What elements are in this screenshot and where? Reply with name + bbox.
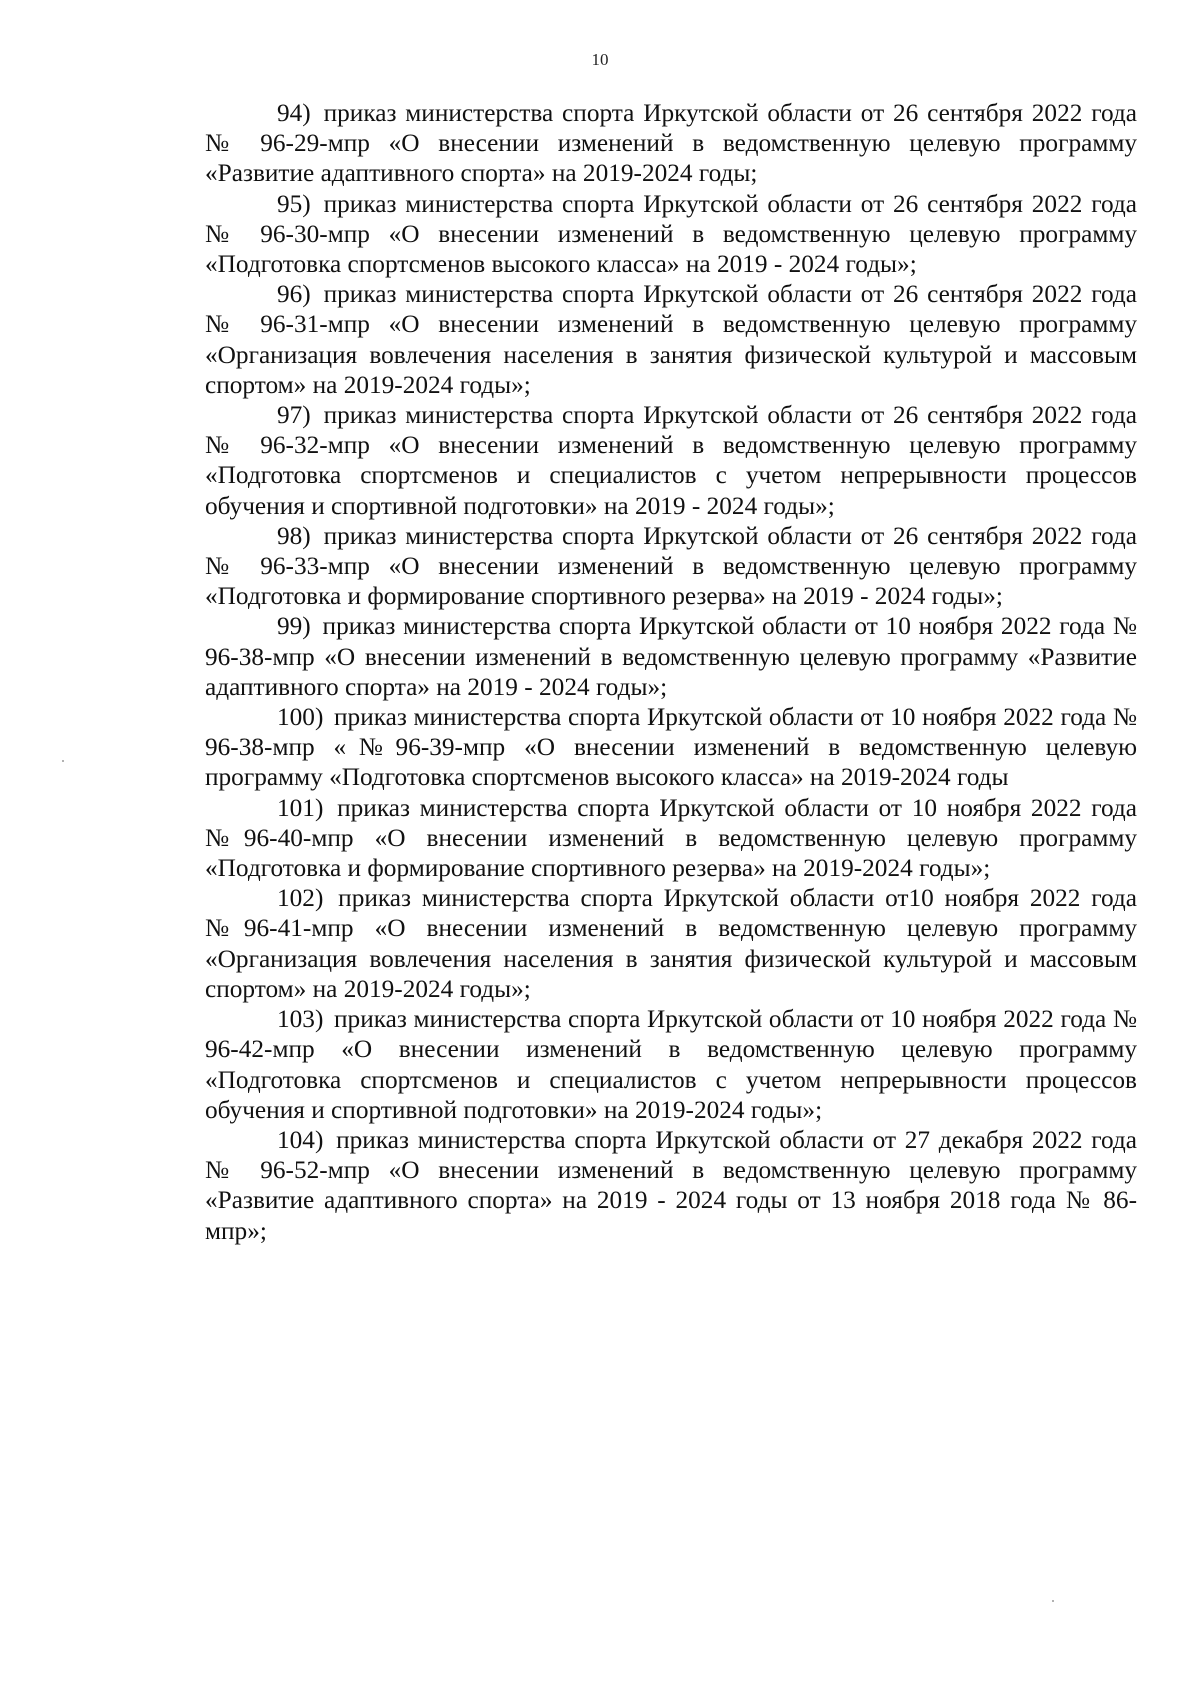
list-item [205, 400, 1137, 521]
item-text: приказ министерства спорта Иркутской области от 26 сентября 2022 года № 96-30-мпр «О внесении изменений в ведомственную целевую программу «Подготовка спортсменов высокого класса» на 2019 - 2024 годы»; [205, 189, 1137, 279]
item-text: приказ министерства спорта Иркутской области от 10 ноября 2022 года №96-40-мпр «О внесении изменений в ведомственную целевую программу «Подготовка и формирование спортивного резерва» на 2019-2024 годы»; [205, 793, 1137, 883]
list-item [205, 702, 1137, 793]
scan-speck [1052, 1600, 1054, 1602]
item-number: 99) [277, 612, 311, 641]
item-text: приказ министерства спорта Иркутской области от 26 сентября 2022 года № 96-29-мпр «О внесении изменений в ведомственную целевую программу «Развитие адаптивного спорта» на 2019-2024 годы; [205, 99, 1137, 188]
item-number: 98) [277, 521, 311, 550]
item-number: 104) [277, 1125, 324, 1154]
list-item [205, 189, 1137, 280]
list-item [205, 1125, 1137, 1246]
item-text: приказ министерства спорта Иркутской области от 10 ноября 2022 года № 96-38-мпр «О внесении изменений в ведомственную целевую программу «Развитие адаптивного спорта» на 2019 - 2024 годы»; [205, 612, 1137, 701]
list-item [205, 793, 1137, 884]
item-number: 97) [277, 401, 311, 430]
item-text: приказ министерства спорта Иркутской области от 10 ноября 2022 года № 96-38-мпр «№96-39-мпр «О внесении изменений в ведомственную целевую программу «Подготовка спортсменов высокого класса» на 2019-2024 годы [205, 703, 1137, 792]
item-text: приказ министерства спорта Иркутской области от 26 сентября 2022 года № 96-31-мпр «О внесении изменений в ведомственную целевую программу «Организация вовлечения населения в занятия физической культурой и массовым спортом» на 2019-2024 годы»; [205, 280, 1137, 399]
list-item [205, 611, 1137, 702]
item-number: 100) [277, 703, 324, 732]
list-item [205, 1004, 1137, 1125]
item-number: 95) [277, 189, 311, 218]
list-item [205, 883, 1137, 1004]
list-item [205, 98, 1137, 189]
item-text: приказ министерства спорта Иркутской области от 26 сентября 2022 года № 96-32-мпр «О внесении изменений в ведомственную целевую программу «Подготовка спортсменов и специалистов с учетом непрерывности процессов обучения и спортивной подготовки» на 2019 - 2024 годы»; [205, 401, 1137, 520]
list-item [205, 521, 1137, 612]
item-number: 94) [277, 99, 311, 127]
item-number: 102) [277, 884, 324, 913]
item-text: приказ министерства спорта Иркутской области от 10 ноября 2022 года № 96-42-мпр «О внесении изменений в ведомственную целевую программу «Подготовка спортсменов и специалистов с учетом непрерывности процессов обучения и спортивной подготовки» на 2019-2024 годы»; [205, 1005, 1137, 1124]
item-number: 96) [277, 280, 311, 309]
item-text: приказ министерства спорта Иркутской области от 26 сентября 2022 года № 96-33-мпр «О внесении изменений в ведомственную целевую программу «Подготовка и формирование спортивного резерва» на 2019 - 2024 годы»; [205, 521, 1137, 611]
item-number: 103) [277, 1005, 324, 1034]
item-text: приказ министерства спорта Иркутской области от 27 декабря 2022 года № 96-52-мпр «О внесении изменений в ведомственную целевую программу «Развитие адаптивного спорта» на 2019 - 2024 годы от 13 ноября 2018 года № 86-мпр»; [205, 1125, 1138, 1245]
list-item [205, 279, 1137, 400]
page-number: 10 [591, 50, 609, 69]
item-number: 101) [277, 793, 324, 822]
item-text: приказ министерства спорта Иркутской области от10 ноября 2022 года №96-41-мпр «О внесении изменений в ведомственную целевую программу «Организация вовлечения населения в занятия физической культурой и массовым спортом» на 2019-2024 годы»; [205, 884, 1137, 1003]
scan-speck [62, 760, 64, 762]
document-body [205, 98, 1137, 1246]
